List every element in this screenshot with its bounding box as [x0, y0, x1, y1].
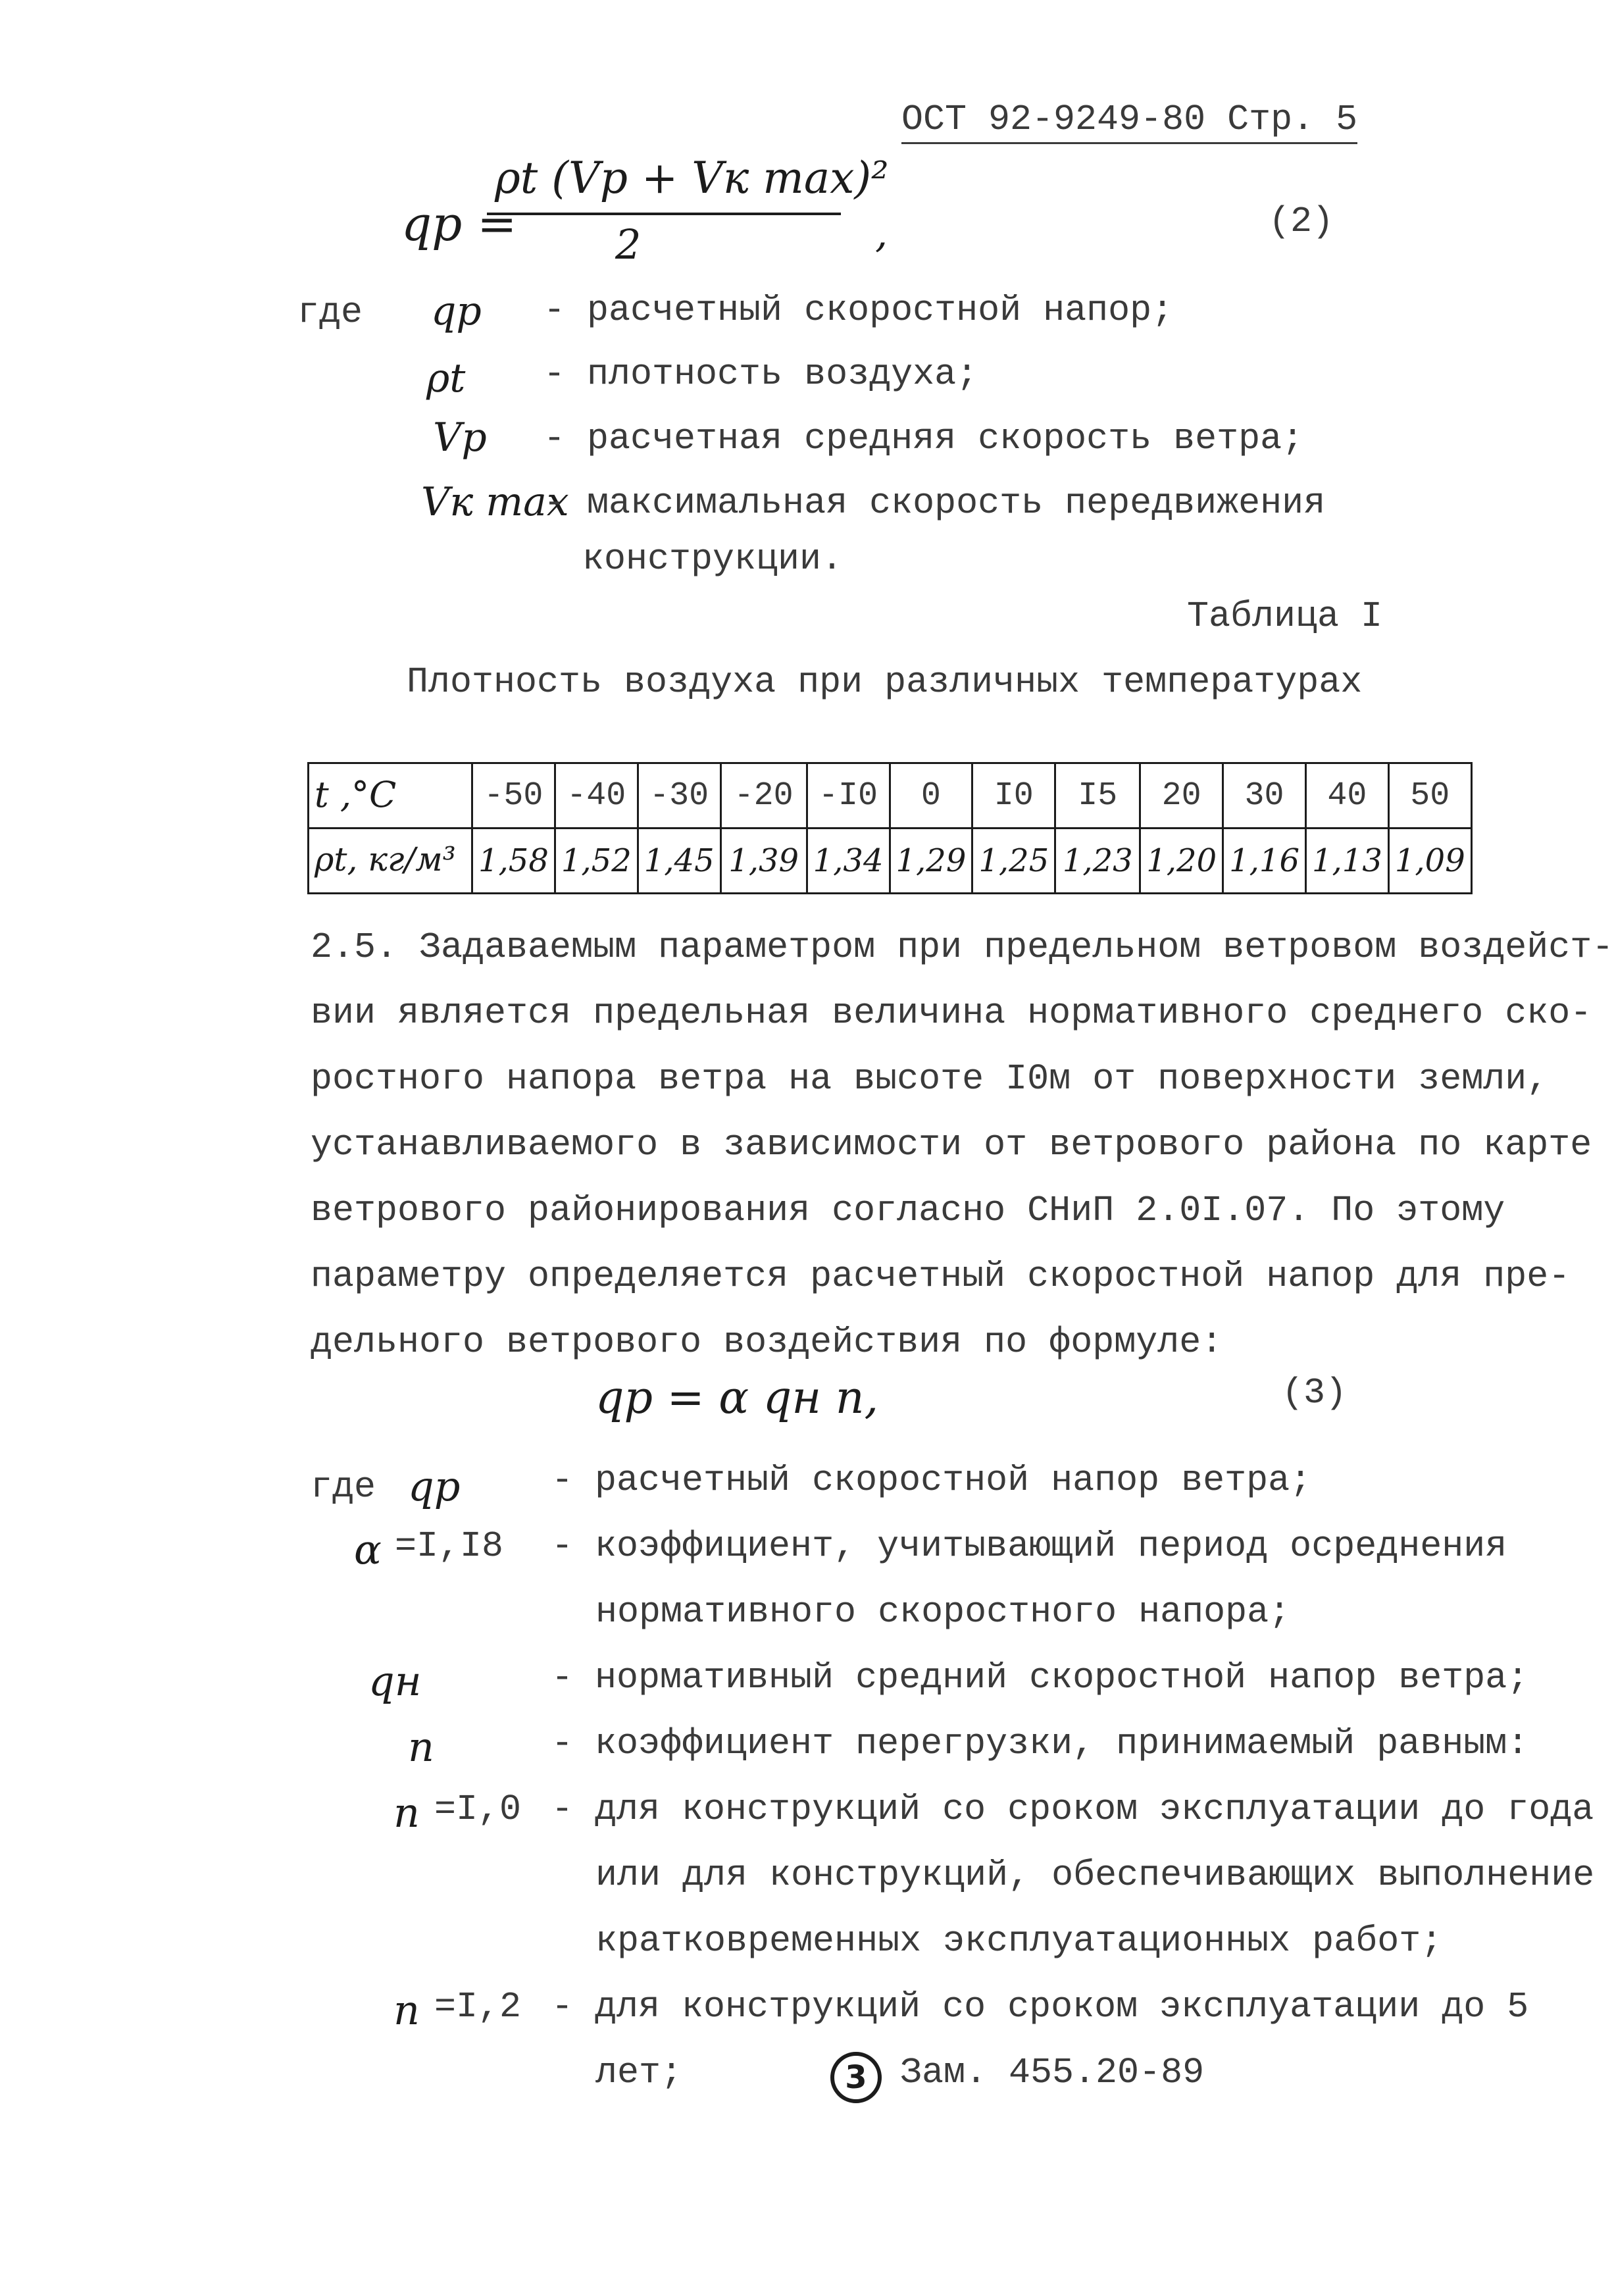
document-reference: ОСТ 92-9249-80 Стр. 5 [901, 99, 1358, 140]
table-cell: 1,16 [1223, 829, 1306, 894]
legend3-symbol: qн [368, 1657, 422, 1705]
legend2-text: - плотность воздуха; [543, 353, 978, 395]
formula2-fraction-bar [487, 213, 841, 215]
legend3-text-continuation: или для конструкций, обеспечивающих выполнение [595, 1854, 1595, 1896]
table-cell: -50 [472, 763, 555, 829]
table-cell: I0 [972, 763, 1055, 829]
legend2-text: - расчетная средняя скорость ветра; [543, 418, 1304, 459]
legend3-symbol: n [408, 1723, 434, 1771]
legend3-text: - коэффициент перегрузки, принимаемый равным: [551, 1723, 1529, 1764]
table-cell: 1,52 [555, 829, 638, 894]
legend2-text: - расчетный скоростной напор; [543, 290, 1174, 331]
paragraph-line: параметру определяется расчетный скоростной напор для пре- [311, 1256, 1571, 1297]
legend3-symbol: n [393, 1986, 420, 2034]
amendment-number-badge: 3 [830, 2052, 882, 2103]
table-cell: -I0 [807, 763, 890, 829]
legend2-text: - максимальная скорость передвижения [543, 482, 1326, 524]
formula2-comma: , [875, 211, 888, 257]
legend3-text: - для конструкций со сроком эксплуатации до года [551, 1789, 1594, 1830]
amendment-note: Зам. 455.20-89 [900, 2052, 1205, 2093]
table-cell: 1,23 [1055, 829, 1140, 894]
legend3-text: - нормативный средний скоростной напор ветра; [551, 1657, 1529, 1698]
air-density-table [307, 762, 1473, 894]
table-cell: -30 [638, 763, 720, 829]
table-cell: 1,09 [1388, 829, 1471, 894]
table-cell: 1,45 [638, 829, 720, 894]
paragraph-line: 2.5. Задаваемым параметром при предельном ветровом воздейст- [311, 927, 1614, 968]
legend2-symbol: Vр [433, 415, 487, 461]
legend2-symbol: qр [431, 288, 482, 334]
table-cell: 1,34 [807, 829, 890, 894]
legend2-text-continuation: конструкции. [582, 538, 844, 580]
table-cell: 20 [1140, 763, 1223, 829]
legend2-symbol: ρt [426, 355, 466, 401]
legend3-symbol: α [354, 1525, 382, 1573]
formula2-number: (2) [1269, 201, 1334, 242]
table-row [309, 763, 1472, 829]
table-header-cell: t ,°C [309, 763, 472, 829]
legend3-text-continuation: кратковременных эксплуатационных работ; [595, 1920, 1443, 1962]
table-cell: 30 [1223, 763, 1306, 829]
formula2-denominator: 2 [615, 220, 642, 268]
legend3-symbol: n [393, 1789, 420, 1837]
table-cell: 1,39 [720, 829, 807, 894]
paragraph-line: устанавливаемого в зависимости от ветрового района по карте [311, 1124, 1592, 1165]
table-cell: -40 [555, 763, 638, 829]
legend2-symbol: Vк max [421, 479, 569, 525]
paragraph-line: ветрового районирования согласно СНиП 2.0I.07. По этому [311, 1190, 1505, 1231]
formula3-expression: qр = α qн n, [595, 1372, 879, 1424]
table-cell: 1,58 [472, 829, 555, 894]
paragraph-line: вии является предельная величина нормативного среднего ско- [311, 992, 1592, 1034]
legend3-symbol-value: =I,0 [434, 1789, 522, 1830]
table-cell: 0 [890, 763, 972, 829]
legend3-text: - для конструкций со сроком эксплуатации до 5 [551, 1986, 1529, 2028]
legend3-symbol: qр [408, 1462, 461, 1510]
legend2-where: где [297, 292, 363, 333]
formula2-lhs: qр = [401, 196, 517, 251]
table-cell: 40 [1306, 763, 1389, 829]
legend3-text-continuation: лет; [595, 2052, 683, 2093]
table-cell: 1,20 [1140, 829, 1223, 894]
formula3-number: (3) [1282, 1372, 1348, 1414]
legend3-text: - расчетный скоростной напор ветра; [551, 1460, 1312, 1501]
table-row [309, 829, 1472, 894]
table-caption: Плотность воздуха при различных температурах [407, 661, 1363, 703]
paragraph-line: ростного напора ветра на высоте I0м от поверхности земли, [311, 1058, 1549, 1100]
formula2-numerator: ρt (Vр + Vк max)² [495, 153, 889, 203]
table-cell: I5 [1055, 763, 1140, 829]
legend3-text-continuation: нормативного скоростного напора; [595, 1591, 1291, 1633]
table-cell: -20 [720, 763, 807, 829]
table-cell: 50 [1388, 763, 1471, 829]
legend3-symbol-value: =I,I8 [395, 1525, 504, 1567]
legend3-text: - коэффициент, учитывающий период осреднения [551, 1525, 1507, 1567]
table-header-cell: ρt, кг/м³ [309, 829, 472, 894]
table-label: Таблица I [1187, 596, 1383, 637]
table-cell: 1,25 [972, 829, 1055, 894]
paragraph-line: дельного ветрового воздействия по формуле: [311, 1321, 1223, 1363]
legend3-symbol-value: =I,2 [434, 1986, 522, 2028]
table-cell: 1,13 [1306, 829, 1389, 894]
table-cell: 1,29 [890, 829, 972, 894]
legend3-where: где [311, 1466, 376, 1508]
